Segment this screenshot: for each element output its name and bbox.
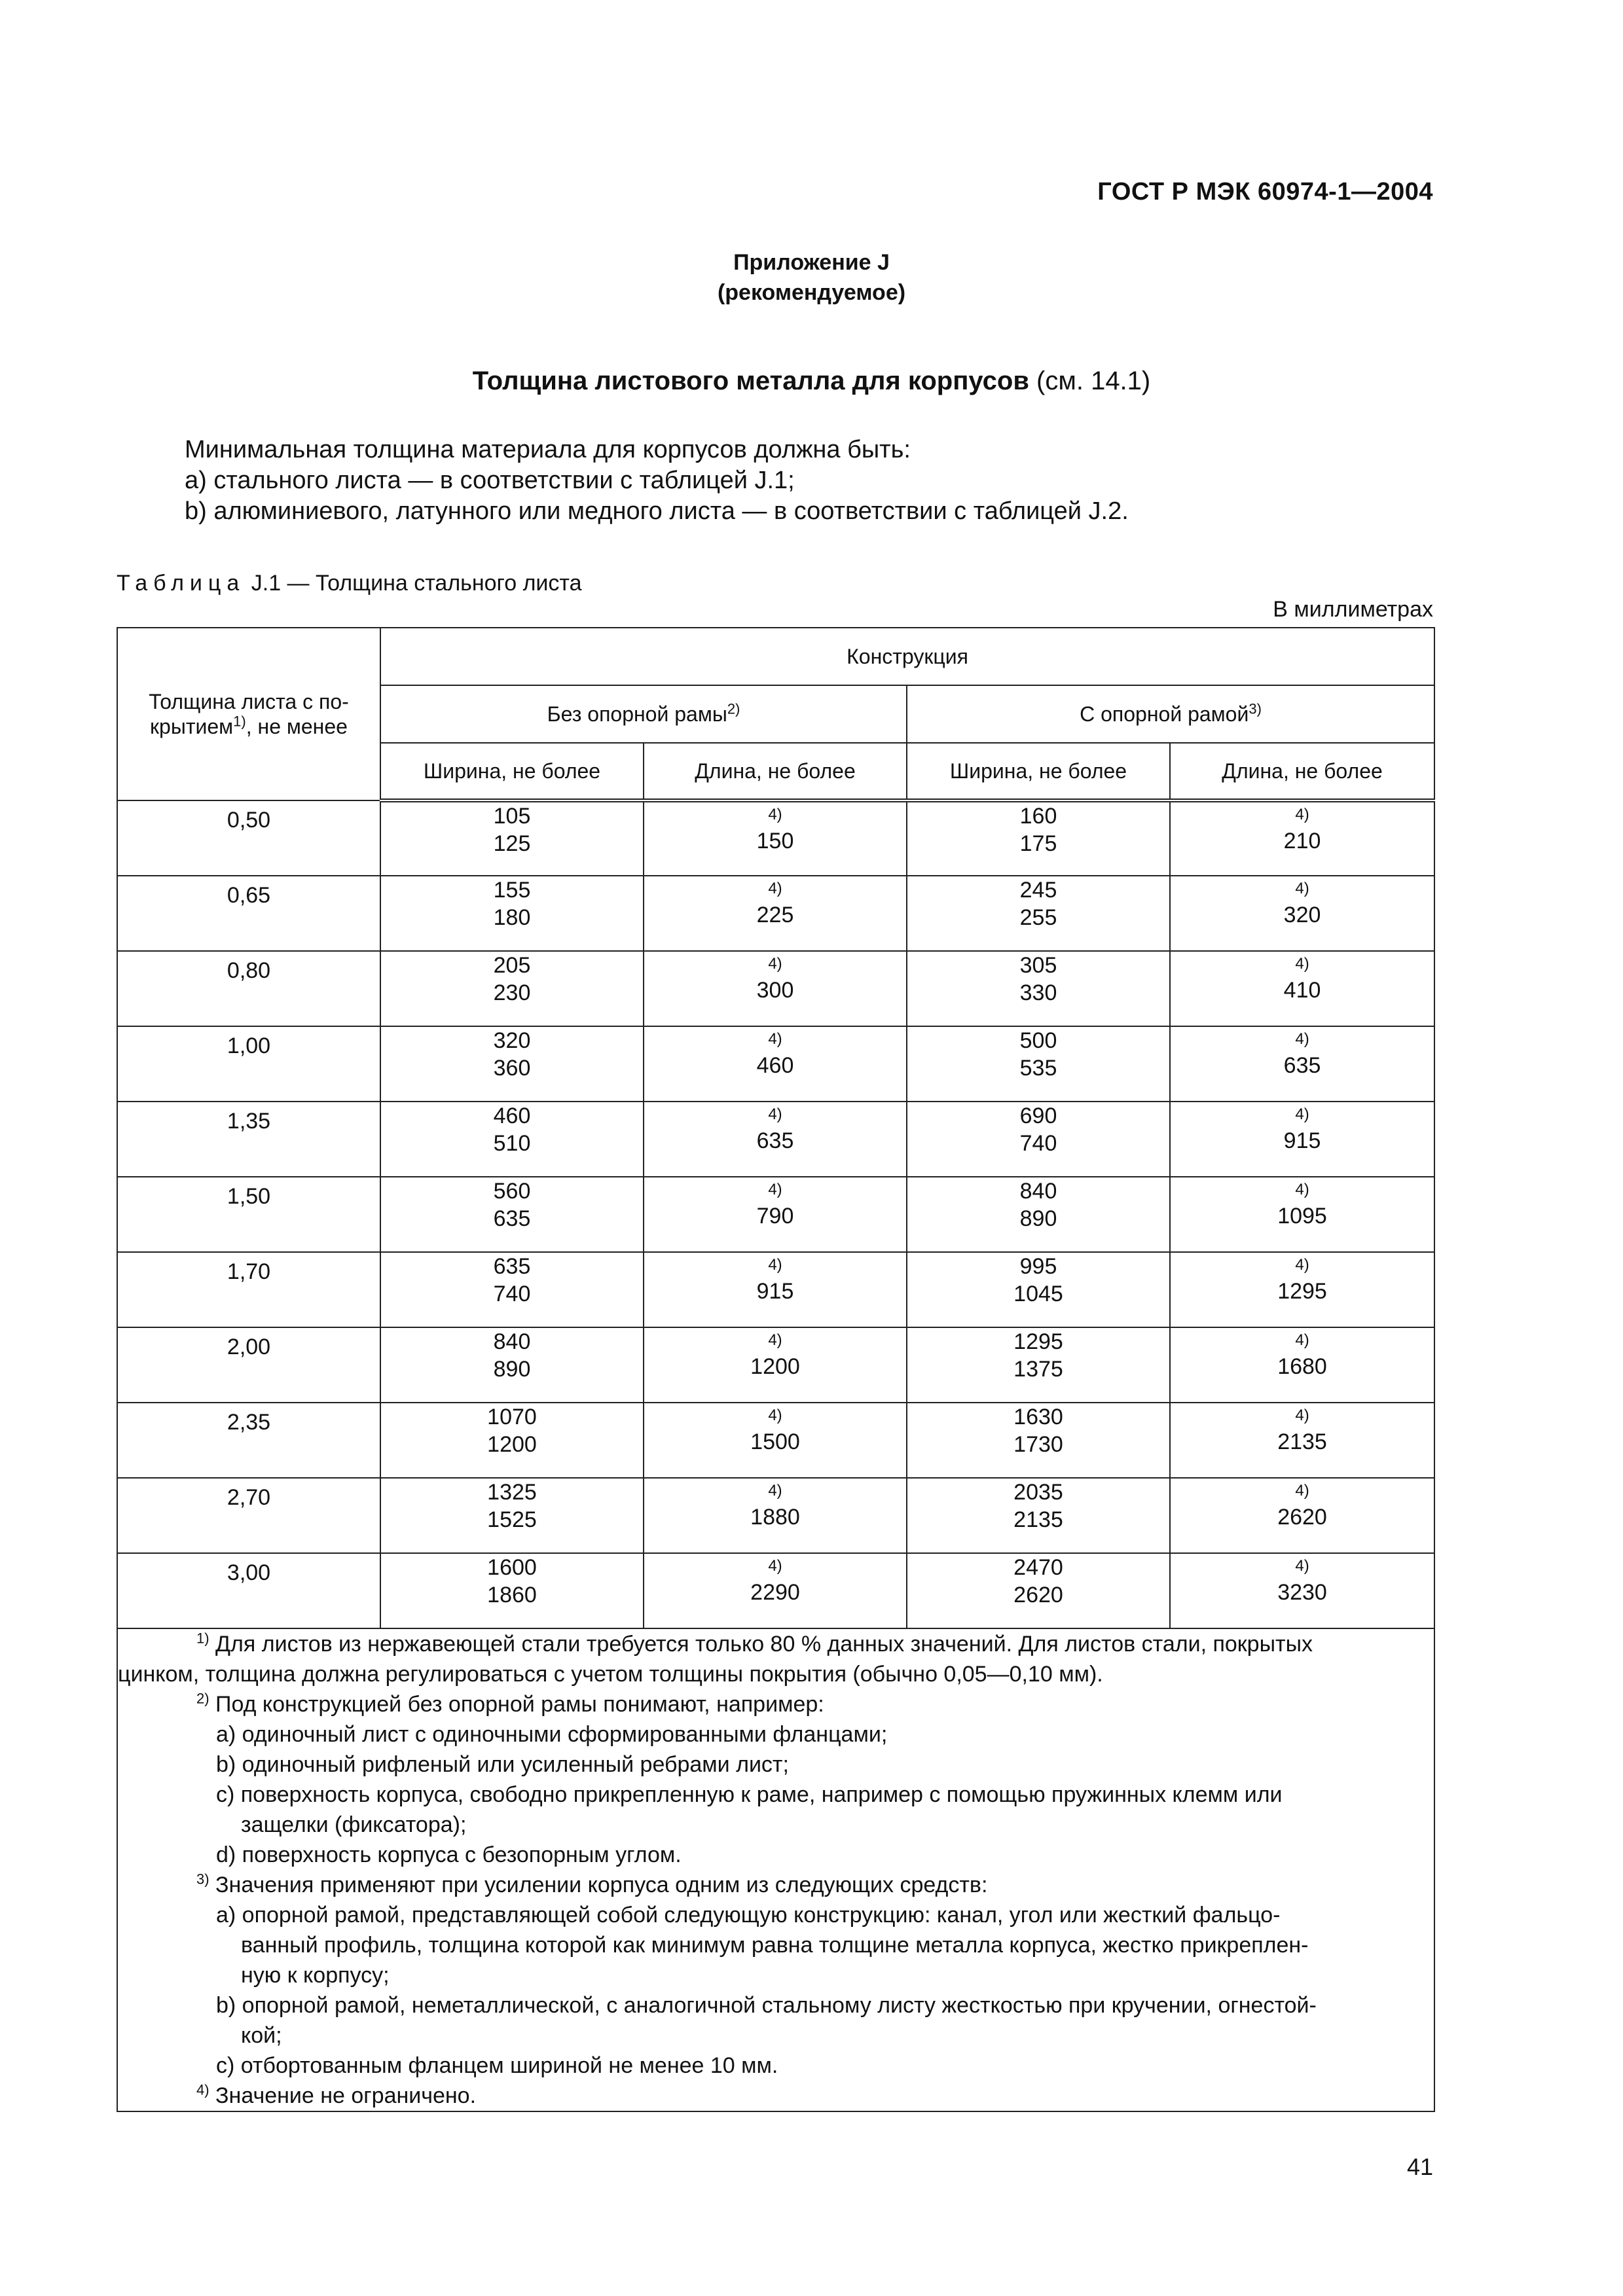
- length-cell-frame: [1170, 1026, 1434, 1102]
- width-value: 180: [493, 905, 531, 930]
- construction-header: Конструкция: [380, 628, 1434, 685]
- width-value: 690: [1019, 1103, 1057, 1128]
- thickness-cell: 3,00: [117, 1553, 380, 1628]
- width-value: 2035: [1013, 1480, 1063, 1505]
- width-value: 105: [493, 804, 531, 829]
- length-value: 1295: [1277, 1279, 1327, 1304]
- footnote-3: [118, 1870, 1434, 2081]
- width-value: 1325: [487, 1480, 537, 1505]
- table-units: В миллиметрах: [1273, 597, 1433, 622]
- footnote-ref: 4): [768, 955, 782, 973]
- thickness-cell: 2,35: [117, 1403, 380, 1478]
- width-value: 160: [1019, 804, 1057, 829]
- length-value: 410: [1283, 978, 1321, 1003]
- annex-title: Приложение J: [733, 250, 890, 275]
- length-value: 915: [1283, 1128, 1321, 1153]
- width-value: 1525: [487, 1507, 537, 1532]
- length-value: 225: [756, 903, 794, 927]
- width-cell-frame: [907, 1177, 1170, 1252]
- width-value: 2620: [1013, 1583, 1063, 1607]
- length-header-no-frame: Длина, не более: [644, 743, 907, 800]
- footnote-ref: 1): [233, 713, 246, 730]
- length-cell-no-frame: [644, 1177, 907, 1252]
- length-cell-no-frame: [644, 1102, 907, 1177]
- footnote-item: с) отбортованным фланцем шириной не менее 10 мм.: [216, 2053, 778, 2078]
- footnote-ref: 4): [1295, 806, 1309, 823]
- width-cell-frame: [907, 1252, 1170, 1327]
- section-title-bold: Толщина листового металла для корпусов: [472, 367, 1029, 395]
- footnote-mark: 3): [196, 1871, 210, 1888]
- table-row: [117, 1327, 1434, 1403]
- footnote-item: d) поверхность корпуса с безопорным углом.: [216, 1842, 682, 1867]
- width-cell-no-frame: [380, 1403, 644, 1478]
- length-value: 320: [1283, 903, 1321, 927]
- footnote-ref: 4): [768, 1407, 782, 1424]
- width-value: 320: [493, 1028, 531, 1053]
- intro-item-a: а) стального листа — в соответствии с таблицей J.1;: [185, 467, 795, 494]
- length-value: 915: [756, 1279, 794, 1304]
- standard-code: ГОСТ Р МЭК 60974-1—2004: [1097, 178, 1433, 206]
- width-header-no-frame: Ширина, не более: [380, 743, 644, 800]
- footnote-ref: 2): [727, 700, 740, 717]
- width-cell-no-frame: [380, 1177, 644, 1252]
- length-cell-no-frame: [644, 800, 907, 876]
- footnote-text: Под конструкцией без опорной рамы понимают, например:: [209, 1692, 824, 1717]
- width-value: 460: [493, 1103, 531, 1128]
- with-frame-header: [907, 685, 1434, 743]
- length-value: 2290: [750, 1580, 800, 1605]
- intro-text: [185, 435, 1468, 527]
- width-value: 510: [493, 1131, 531, 1156]
- thickness-cell: 2,00: [117, 1327, 380, 1403]
- length-cell-no-frame: [644, 1327, 907, 1403]
- footnote-ref: 4): [768, 806, 782, 823]
- width-cell-no-frame: [380, 1102, 644, 1177]
- table-caption-prefix: Таблица: [117, 571, 246, 596]
- thickness-cell: 0,65: [117, 876, 380, 951]
- width-value: 1860: [487, 1583, 537, 1607]
- table-row: [117, 1478, 1434, 1553]
- footnote-ref: 3): [1249, 700, 1262, 717]
- width-value: 1200: [487, 1432, 537, 1457]
- width-value: 1730: [1013, 1432, 1063, 1457]
- length-cell-no-frame: [644, 1553, 907, 1628]
- footnote-ref: 4): [768, 1557, 782, 1575]
- length-cell-frame: [1170, 1478, 1434, 1553]
- width-value: 1630: [1013, 1405, 1063, 1429]
- length-cell-frame: [1170, 1102, 1434, 1177]
- width-cell-no-frame: [380, 1327, 644, 1403]
- length-value: 1095: [1277, 1204, 1327, 1229]
- footnote-ref: 4): [1295, 1256, 1309, 1274]
- footnote-mark: 2): [196, 1690, 210, 1707]
- footnote-4: [118, 2081, 1434, 2111]
- width-cell-frame: [907, 951, 1170, 1026]
- footnote-ref: 4): [1295, 880, 1309, 897]
- length-value: 460: [756, 1053, 794, 1078]
- width-value: 245: [1019, 878, 1057, 903]
- width-value: 635: [493, 1206, 531, 1231]
- steel-thickness-table: [117, 627, 1435, 2112]
- width-value: 890: [1019, 1206, 1057, 1231]
- thickness-cell: 2,70: [117, 1478, 380, 1553]
- footnote-ref: 4): [768, 880, 782, 897]
- length-value: 635: [1283, 1053, 1321, 1078]
- width-value: 1295: [1013, 1329, 1063, 1354]
- width-value: 840: [493, 1329, 531, 1354]
- with-frame-label: С опорной рамой: [1080, 702, 1249, 726]
- length-cell-frame: [1170, 1252, 1434, 1327]
- length-cell-frame: [1170, 1553, 1434, 1628]
- thickness-cell: 1,00: [117, 1026, 380, 1102]
- width-cell-frame: [907, 1478, 1170, 1553]
- table-caption: [117, 571, 582, 596]
- width-value: 360: [493, 1056, 531, 1081]
- section-title-ref: (см. 14.1): [1029, 367, 1151, 395]
- footnote-ref: 4): [1295, 1030, 1309, 1048]
- length-cell-frame: [1170, 951, 1434, 1026]
- length-value: 635: [756, 1128, 794, 1153]
- footnote-mark: 4): [196, 2081, 210, 2098]
- footnote-text: цинком, толщина должна регулироваться с учетом толщины покрытия (обычно 0,05—0,10 мм).: [118, 1662, 1103, 1687]
- width-cell-no-frame: [380, 1026, 644, 1102]
- length-cell-frame: [1170, 1177, 1434, 1252]
- length-value: 1500: [750, 1429, 800, 1454]
- table-caption-rest: J.1 — Толщина стального листа: [245, 571, 582, 596]
- width-cell-frame: [907, 1553, 1170, 1628]
- footnote-item: защелки (фиксатора);: [241, 1812, 467, 1837]
- table-row: [117, 800, 1434, 876]
- length-value: 1880: [750, 1505, 800, 1530]
- footnote-ref: 4): [1295, 955, 1309, 973]
- length-cell-frame: [1170, 800, 1434, 876]
- footnote-ref: 4): [1295, 1181, 1309, 1198]
- length-value: 210: [1283, 829, 1321, 853]
- table-body: [117, 800, 1434, 1628]
- width-cell-no-frame: [380, 1553, 644, 1628]
- width-value: 230: [493, 980, 531, 1005]
- length-value: 150: [756, 829, 794, 853]
- width-value: 1070: [487, 1405, 537, 1429]
- width-value: 500: [1019, 1028, 1057, 1053]
- footnote-ref: 4): [1295, 1105, 1309, 1123]
- footnote-item: а) одиночный лист с одиночными сформированными фланцами;: [216, 1722, 888, 1747]
- length-cell-frame: [1170, 1327, 1434, 1403]
- section-title: [0, 367, 1623, 396]
- width-value: 560: [493, 1179, 531, 1204]
- length-cell-frame: [1170, 1403, 1434, 1478]
- width-header-frame: Ширина, не более: [907, 743, 1170, 800]
- length-cell-no-frame: [644, 1252, 907, 1327]
- annex-status: (рекомендуемое): [717, 280, 906, 305]
- footnote-ref: 4): [768, 1181, 782, 1198]
- table-row: [117, 1102, 1434, 1177]
- length-value: 2135: [1277, 1429, 1327, 1454]
- width-cell-frame: [907, 876, 1170, 951]
- width-value: 740: [1019, 1131, 1057, 1156]
- footnote-item: кой;: [241, 2023, 282, 2048]
- width-value: 740: [493, 1282, 531, 1306]
- footnote-item: ванный профиль, толщина которой как минимум равна толщине металла корпуса, жестко прикреплен-: [241, 1933, 1309, 1958]
- length-cell-no-frame: [644, 1403, 907, 1478]
- no-frame-label: Без опорной рамы: [547, 702, 727, 726]
- footnote-mark: 1): [196, 1630, 210, 1647]
- thickness-cell: 1,35: [117, 1102, 380, 1177]
- table-row: [117, 876, 1434, 951]
- width-value: 305: [1019, 953, 1057, 978]
- footnote-item: с) поверхность корпуса, свободно прикрепленную к раме, например с помощью пружинных клемм или: [216, 1782, 1283, 1807]
- table-footnotes: [117, 1628, 1434, 2111]
- length-cell-no-frame: [644, 951, 907, 1026]
- table-row: [117, 1026, 1434, 1102]
- footnote-text: Значение не ограничено.: [209, 2083, 477, 2108]
- footnote-item: а) опорной рамой, представляющей собой следующую конструкцию: канал, угол или жесткий фальцо-: [216, 1903, 1281, 1928]
- page-number: 41: [1406, 2153, 1433, 2180]
- width-cell-no-frame: [380, 951, 644, 1026]
- width-cell-no-frame: [380, 1252, 644, 1327]
- thickness-cell: 0,50: [117, 800, 380, 876]
- thickness-cell: 0,80: [117, 951, 380, 1026]
- footnote-item: ную к корпусу;: [241, 1963, 390, 1988]
- width-cell-frame: [907, 1026, 1170, 1102]
- footnote-ref: 4): [768, 1331, 782, 1349]
- annex-heading: [0, 247, 1623, 308]
- table-row: [117, 1553, 1434, 1628]
- thickness-cell: 1,50: [117, 1177, 380, 1252]
- length-header-frame: Длина, не более: [1170, 743, 1434, 800]
- length-value: 1200: [750, 1354, 800, 1379]
- footnote-ref: 4): [768, 1030, 782, 1048]
- footnote-item: b) опорной рамой, неметаллической, с аналогичной стальному листу жесткостью при кручении, огнестой-: [216, 1993, 1317, 2018]
- table-row: [117, 1177, 1434, 1252]
- thickness-header-line1: Толщина листа с по-: [149, 690, 349, 713]
- intro-line: Минимальная толщина материала для корпусов должна быть:: [185, 436, 911, 463]
- thickness-header-line2: крытием: [150, 715, 234, 738]
- thickness-header-suffix: , не менее: [246, 715, 348, 738]
- thickness-cell: 1,70: [117, 1252, 380, 1327]
- width-cell-no-frame: [380, 876, 644, 951]
- length-value: 790: [756, 1204, 794, 1229]
- width-value: 1045: [1013, 1282, 1063, 1306]
- footnote-1: [118, 1629, 1434, 1689]
- width-value: 2135: [1013, 1507, 1063, 1532]
- table-row: [117, 1252, 1434, 1327]
- footnote-text: Значения применяют при усилении корпуса одним из следующих средств:: [209, 1873, 988, 1897]
- length-value: 3230: [1277, 1580, 1327, 1605]
- footnote-ref: 4): [1295, 1482, 1309, 1499]
- footnote-ref: 4): [768, 1482, 782, 1499]
- length-cell-no-frame: [644, 1478, 907, 1553]
- length-value: 300: [756, 978, 794, 1003]
- width-value: 535: [1019, 1056, 1057, 1081]
- width-value: 1600: [487, 1555, 537, 1580]
- width-value: 1375: [1013, 1357, 1063, 1382]
- width-value: 255: [1019, 905, 1057, 930]
- footnote-ref: 4): [768, 1105, 782, 1123]
- width-cell-frame: [907, 1403, 1170, 1478]
- width-value: 205: [493, 953, 531, 978]
- length-cell-no-frame: [644, 876, 907, 951]
- thickness-header: [117, 628, 380, 800]
- width-value: 155: [493, 878, 531, 903]
- length-cell-no-frame: [644, 1026, 907, 1102]
- footnote-ref: 4): [1295, 1407, 1309, 1424]
- table-row: [117, 951, 1434, 1026]
- width-cell-no-frame: [380, 800, 644, 876]
- width-cell-frame: [907, 1327, 1170, 1403]
- width-value: 635: [493, 1254, 531, 1279]
- width-value: 175: [1019, 831, 1057, 856]
- width-value: 330: [1019, 980, 1057, 1005]
- width-cell-frame: [907, 800, 1170, 876]
- width-value: 840: [1019, 1179, 1057, 1204]
- footnote-ref: 4): [1295, 1557, 1309, 1575]
- footnote-item: b) одиночный рифленый или усиленный ребрами лист;: [216, 1752, 789, 1777]
- width-cell-no-frame: [380, 1478, 644, 1553]
- no-frame-header: [380, 685, 907, 743]
- length-value: 1680: [1277, 1354, 1327, 1379]
- footnote-text: Для листов из нержавеющей стали требуется только 80 % данных значений. Для листов стали, покрытых: [209, 1632, 1313, 1657]
- width-cell-frame: [907, 1102, 1170, 1177]
- width-value: 125: [493, 831, 531, 856]
- width-value: 890: [493, 1357, 531, 1382]
- length-value: 2620: [1277, 1505, 1327, 1530]
- footnote-ref: 4): [768, 1256, 782, 1274]
- table-row: [117, 1403, 1434, 1478]
- footnote-2: [118, 1689, 1434, 1870]
- width-value: 995: [1019, 1254, 1057, 1279]
- intro-item-b: b) алюминиевого, латунного или медного листа — в соответствии с таблицей J.2.: [185, 497, 1129, 525]
- width-value: 2470: [1013, 1555, 1063, 1580]
- length-cell-frame: [1170, 876, 1434, 951]
- footnote-ref: 4): [1295, 1331, 1309, 1349]
